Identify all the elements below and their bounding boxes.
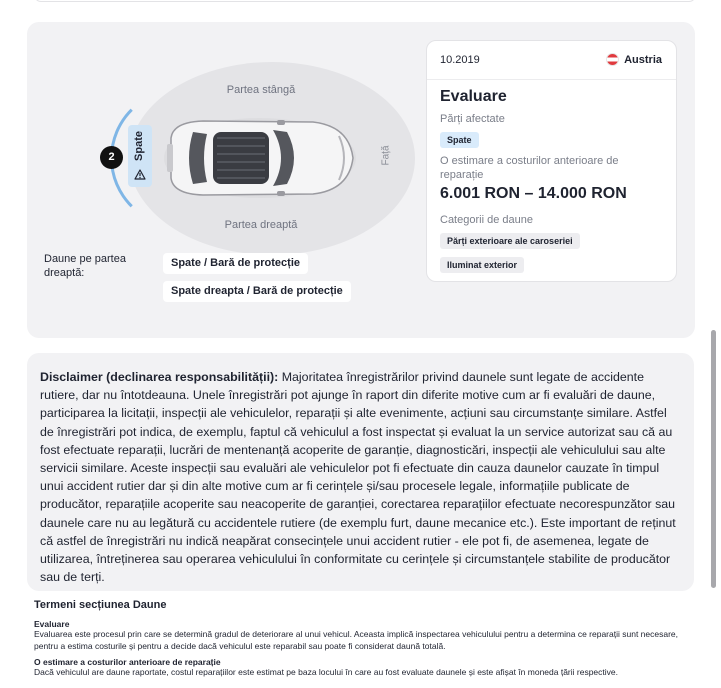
previous-card-edge — [34, 0, 696, 2]
page-scrollbar[interactable] — [711, 330, 716, 588]
disclaimer-body: Majoritatea înregistrărilor privind daunele sunt legate de accidente rutiere, dar nu întotdeauna. Unele înregistrări pot ajunge în raport din diferite motive cum ar fi evaluări de daune, participarea la licitații, inspecții ale vehiculelor, reparații și alte evenimente, acțiuni sau circumstanțe similare. Astfel de înregistrări pot indica, de exemplu, faptul că vehiculul a fost inspectat și evaluat la un service autorizat sau că au fost efectuate reparații, lucrări de mentenanță acoperite de garanție, diagnosticări, inspecții ale vehiculului sau alte servicii similare. Aceste inspecții sau evaluări ale vehiculelor pot fi efectuate din cauza daunelor cauzate în timpul unui accident rutier dar și din alte motive cum ar fi cerințele și/sau procesele legale, informațiile publicate de producător, reparațiile acoperite sau neacoperite de garanției, corectarea reparațiilor efectuate necorespunzător sau daunele care nu au legătură cu accidentele rutiere (de exemplu furt, daune mecanice etc.). Este important de reținut că astfel de înregistrări nu indică neapărat consecințele unui accident rutier - ele pot fi, de asemenea, legate de utilizarea, întreținerea sau operarea vehiculului în conformitate cu cerințele și circumstanțele stabilite de producător sau de terți. — [40, 370, 676, 585]
rear-damage-tag[interactable] — [128, 125, 152, 187]
disclaimer-box — [27, 353, 694, 591]
term-name: O estimare a costurilor anterioare de reparație — [34, 657, 221, 667]
damage-record-card — [426, 40, 677, 282]
term-description: Evaluarea este procesul prin care se determină gradul de deteriorare al unui vehicul. Aceasta implică inspectarea vehiculului pentru a determina ce reparații sunt necesare, pentru a estima costurile și pentru a decide dacă vehiculul este reparabil sau poate fi considerat daună totală. — [34, 629, 678, 651]
side-front-label: Față — [380, 145, 392, 166]
record-date: 10.2019 — [440, 54, 480, 66]
damage-location-chip: Spate / Bară de protecție — [163, 253, 308, 274]
right-side-damage-heading: Daune pe partea dreaptă: — [44, 253, 126, 279]
warning-icon — [134, 169, 146, 180]
damage-terms-section — [34, 599, 684, 684]
record-title: Evaluare — [440, 88, 507, 105]
rear-damage-label: Spate — [133, 131, 145, 161]
term-name: Evaluare — [34, 619, 70, 629]
damage-category-tag: Părți exterioare ale caroseriei — [440, 233, 580, 249]
card-divider — [427, 79, 676, 80]
damage-location-chip: Spate dreapta / Bară de protecție — [163, 281, 351, 302]
record-country — [606, 53, 662, 66]
austria-flag-icon — [606, 53, 619, 66]
term-description: Dacă vehiculul are daune raportate, costul reparațiilor este estimat pe baza locului în care au fost evaluate daunele și este afișat în moneda țării respective. — [34, 667, 618, 677]
country-name: Austria — [624, 53, 662, 66]
disclaimer-text — [40, 368, 681, 586]
terms-title: Termeni secțiunea Daune — [34, 599, 167, 611]
damage-categories-label: Categorii de daune — [440, 214, 533, 226]
damage-category-tag: Iluminat exterior — [440, 257, 524, 273]
repair-cost-label: O estimare a costurilor anterioare de reparație — [440, 155, 619, 181]
side-right-label: Partea dreaptă — [224, 219, 298, 231]
side-left-label: Partea stângă — [226, 84, 296, 96]
car-top-view-image — [163, 116, 357, 205]
affected-parts-label: Părți afectate — [440, 113, 505, 125]
affected-part-tag: Spate — [440, 132, 479, 148]
disclaimer-title: Disclaimer (declinarea responsabilității): — [40, 370, 279, 384]
repair-cost-range: 6.001 RON – 14.000 RON — [440, 185, 627, 202]
damage-count-badge: 2 — [100, 146, 123, 169]
